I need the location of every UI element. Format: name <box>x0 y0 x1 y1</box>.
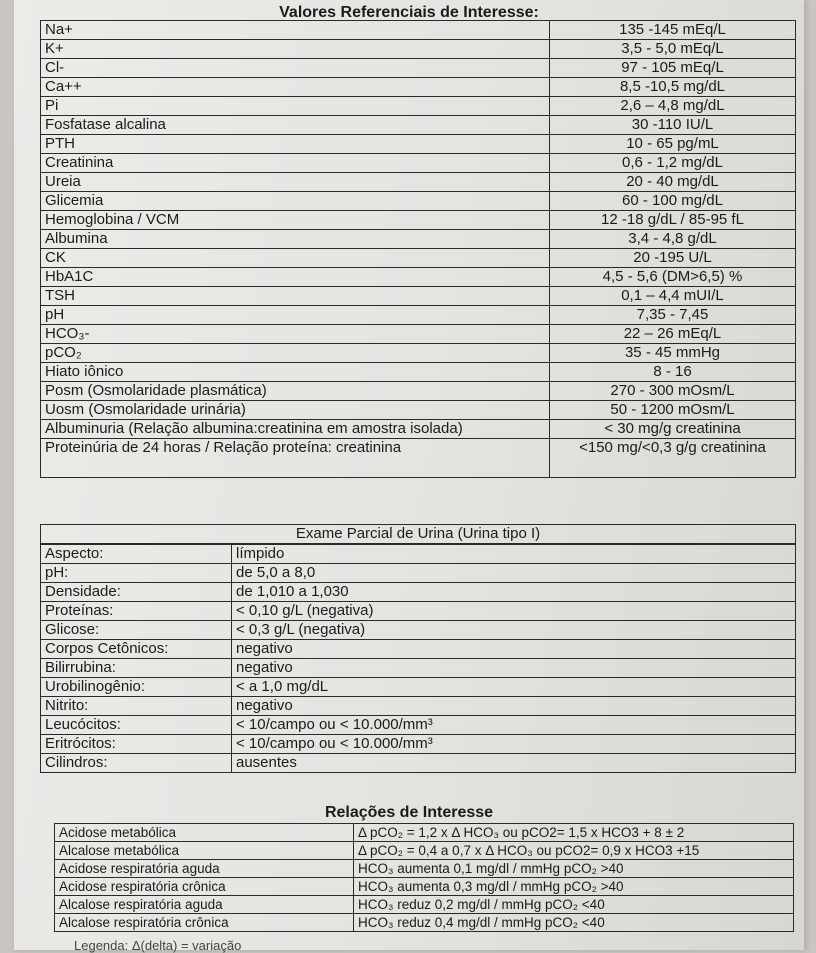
relations-title: Relações de Interesse <box>324 804 494 821</box>
row-value: 35 - 45 mmHg <box>550 344 796 363</box>
row-label: Proteínas: <box>41 602 232 621</box>
row-label: Na+ <box>41 21 550 40</box>
row-value: negativo <box>232 640 796 659</box>
row-label: Hemoglobina / VCM <box>41 211 550 230</box>
table-row <box>41 439 796 478</box>
row-label: pH <box>41 306 550 325</box>
row-value: HCO₃ aumenta 0,3 mg/dl / mmHg pCO₂ >40 <box>354 878 794 896</box>
row-label: Nitrito: <box>41 697 232 716</box>
row-value: < 0,3 g/L (negativa) <box>232 621 796 640</box>
row-value: de 5,0 a 8,0 <box>232 564 796 583</box>
relations-table <box>54 823 794 932</box>
table-row <box>55 824 794 842</box>
table-row <box>41 192 796 211</box>
row-value: 60 - 100 mg/dL <box>550 192 796 211</box>
row-value: 22 – 26 mEq/L <box>550 325 796 344</box>
row-label: PTH <box>41 135 550 154</box>
row-label: Corpos Cetônicos: <box>41 640 232 659</box>
row-value: 97 - 105 mEq/L <box>550 59 796 78</box>
row-value: Δ pCO₂ = 1,2 x Δ HCO₃ ou pCO2= 1,5 x HCO3 + 8 ± 2 <box>354 824 794 842</box>
row-label: Ca++ <box>41 78 550 97</box>
table-row <box>41 135 796 154</box>
table-row <box>41 230 796 249</box>
table-row <box>41 78 796 97</box>
row-label: Alcalose respiratória crônica <box>55 914 354 932</box>
table-row <box>41 40 796 59</box>
row-label: Uosm (Osmolaridade urinária) <box>41 401 550 420</box>
row-label: K+ <box>41 40 550 59</box>
row-label: Densidade: <box>41 583 232 602</box>
table-row <box>41 716 796 735</box>
row-value: 0,6 - 1,2 mg/dL <box>550 154 796 173</box>
row-label: Urobilinogênio: <box>41 678 232 697</box>
table-row <box>55 914 794 932</box>
table-row <box>41 401 796 420</box>
row-value: <150 mg/<0,3 g/g creatinina <box>550 439 796 478</box>
row-label: Creatinina <box>41 154 550 173</box>
row-value: 10 - 65 pg/mL <box>550 135 796 154</box>
row-value: 8,5 -10,5 mg/dL <box>550 78 796 97</box>
row-label: Aspecto: <box>41 545 232 564</box>
row-label: Albumina <box>41 230 550 249</box>
legend-text: Legenda: Δ(delta) = variação <box>74 938 242 953</box>
table-row <box>41 678 796 697</box>
row-value: 8 - 16 <box>550 363 796 382</box>
row-value: 0,1 – 4,4 mUI/L <box>550 287 796 306</box>
row-value: < 30 mg/g creatinina <box>550 420 796 439</box>
row-label: Cl- <box>41 59 550 78</box>
table-row <box>41 287 796 306</box>
row-value: ausentes <box>232 754 796 773</box>
table-row <box>41 382 796 401</box>
row-value: HCO₃ reduz 0,2 mg/dl / mmHg pCO₂ <40 <box>354 896 794 914</box>
row-value: < 10/campo ou < 10.000/mm³ <box>232 716 796 735</box>
row-label: Acidose metabólica <box>55 824 354 842</box>
table-row <box>41 583 796 602</box>
table-row <box>41 754 796 773</box>
table-row <box>41 564 796 583</box>
row-value: HCO₃ reduz 0,4 mg/dl / mmHg pCO₂ <40 <box>354 914 794 932</box>
row-label: Acidose respiratória aguda <box>55 860 354 878</box>
row-label: pCO₂ <box>41 344 550 363</box>
row-value: negativo <box>232 697 796 716</box>
row-label: TSH <box>41 287 550 306</box>
table-row <box>41 545 796 564</box>
table-row <box>55 878 794 896</box>
table-row <box>41 268 796 287</box>
row-value: 2,6 – 4,8 mg/dL <box>550 97 796 116</box>
row-label: HbA1C <box>41 268 550 287</box>
row-label: Glicose: <box>41 621 232 640</box>
row-label: Glicemia <box>41 192 550 211</box>
table-row <box>41 211 796 230</box>
table-row <box>41 344 796 363</box>
row-value: 12 -18 g/dL / 85-95 fL <box>550 211 796 230</box>
urine-title: Exame Parcial de Urina (Urina tipo I) <box>41 525 796 544</box>
row-value: 7,35 - 7,45 <box>550 306 796 325</box>
table-row <box>41 640 796 659</box>
table-row <box>41 97 796 116</box>
row-label: Albuminuria (Relação albumina:creatinina em amostra isolada) <box>41 420 550 439</box>
reference-values-table <box>40 20 796 478</box>
row-value: 4,5 - 5,6 (DM>6,5) % <box>550 268 796 287</box>
table-row <box>41 420 796 439</box>
row-value: < a 1,0 mg/dL <box>232 678 796 697</box>
row-value: 3,4 - 4,8 g/dL <box>550 230 796 249</box>
row-label: HCO₃- <box>41 325 550 344</box>
row-label: Bilirrubina: <box>41 659 232 678</box>
row-label: Cilindros: <box>41 754 232 773</box>
row-value: límpido <box>232 545 796 564</box>
row-label: Eritrócitos: <box>41 735 232 754</box>
table-row <box>41 602 796 621</box>
urine-title-table <box>40 524 796 544</box>
table-row <box>41 306 796 325</box>
row-value: 3,5 - 5,0 mEq/L <box>550 40 796 59</box>
table-row <box>41 173 796 192</box>
row-label: Fosfatase alcalina <box>41 116 550 135</box>
table-row <box>55 896 794 914</box>
table-row <box>41 116 796 135</box>
table-row <box>41 659 796 678</box>
row-label: Alcalose metabólica <box>55 842 354 860</box>
table-row <box>41 21 796 40</box>
table-row <box>41 621 796 640</box>
row-label: pH: <box>41 564 232 583</box>
row-value: 270 - 300 mOsm/L <box>550 382 796 401</box>
row-label: CK <box>41 249 550 268</box>
row-value: negativo <box>232 659 796 678</box>
row-value: HCO₃ aumenta 0,1 mg/dl / mmHg pCO₂ >40 <box>354 860 794 878</box>
row-value: < 0,10 g/L (negativa) <box>232 602 796 621</box>
row-label: Pi <box>41 97 550 116</box>
table-row <box>41 325 796 344</box>
row-value: Δ pCO₂ = 0,4 a 0,7 x Δ HCO₃ ou pCO2= 0,9 x HCO3 +15 <box>354 842 794 860</box>
table-row <box>41 154 796 173</box>
urine-exam-table <box>40 544 796 773</box>
table-row <box>55 842 794 860</box>
row-value: < 10/campo ou < 10.000/mm³ <box>232 735 796 754</box>
row-label: Proteinúria de 24 horas / Relação proteína: creatinina <box>41 439 550 478</box>
table-row <box>41 697 796 716</box>
row-value: 20 - 40 mg/dL <box>550 173 796 192</box>
row-value: 20 -195 U/L <box>550 249 796 268</box>
row-label: Acidose respiratória crônica <box>55 878 354 896</box>
row-value: 30 -110 IU/L <box>550 116 796 135</box>
document-page <box>14 0 804 953</box>
row-value: 135 -145 mEq/L <box>550 21 796 40</box>
table-row <box>41 363 796 382</box>
table-row <box>55 860 794 878</box>
row-label: Posm (Osmolaridade plasmática) <box>41 382 550 401</box>
row-value: 50 - 1200 mOsm/L <box>550 401 796 420</box>
row-label: Leucócitos: <box>41 716 232 735</box>
ref-title: Valores Referenciais de Interesse: <box>279 4 539 21</box>
row-label: Alcalose respiratória aguda <box>55 896 354 914</box>
row-label: Hiato iônico <box>41 363 550 382</box>
table-row <box>41 59 796 78</box>
row-value: de 1,010 a 1,030 <box>232 583 796 602</box>
table-row <box>41 249 796 268</box>
row-label: Ureia <box>41 173 550 192</box>
table-row <box>41 735 796 754</box>
